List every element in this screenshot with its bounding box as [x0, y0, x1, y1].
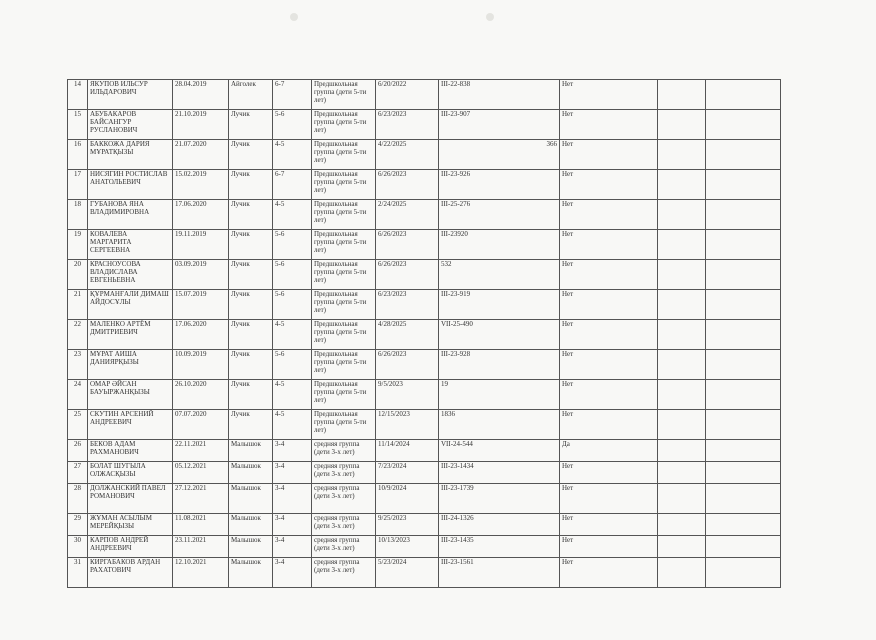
group-category: средняя группа (дети 3-х лет) [312, 440, 376, 462]
document-number: 1836 [439, 410, 560, 440]
child-name: БАККОЖА ДАРИЯ МҰРАТҚЫЗЫ [88, 140, 173, 170]
empty-cell [658, 380, 706, 410]
table-row [68, 140, 781, 170]
child-name: ҚҰРМАНҒАЛИ ДИМАШ АЙДОСҰЛЫ [88, 290, 173, 320]
table-row [68, 200, 781, 230]
status-value: Нет [560, 350, 658, 380]
child-name: КОВАЛЕВА МАРГАРИТА СЕРГЕЕВНА [88, 230, 173, 260]
row-number: 21 [68, 290, 88, 320]
document-number: III-25-276 [439, 200, 560, 230]
empty-cell [706, 110, 781, 140]
table-row [68, 80, 781, 110]
age-range: 4-5 [273, 200, 312, 230]
empty-cell [658, 110, 706, 140]
group-name: Лучик [229, 290, 273, 320]
status-value: Нет [560, 484, 658, 514]
enrollment-date: 6/23/2023 [376, 290, 439, 320]
empty-cell [706, 350, 781, 380]
status-value: Нет [560, 290, 658, 320]
row-number: 26 [68, 440, 88, 462]
enrollment-date: 2/24/2025 [376, 200, 439, 230]
birth-date: 28.04.2019 [173, 80, 229, 110]
group-name: Малышок [229, 558, 273, 588]
group-category: Предшкольная группа (дети 5-ти лет) [312, 200, 376, 230]
birth-date: 23.11.2021 [173, 536, 229, 558]
child-name: СКУТИН АРСЕНИЙ АНДРЕЕВИЧ [88, 410, 173, 440]
child-name: ЯКУПОВ ИЛЬСУР ИЛЬДАРОВИЧ [88, 80, 173, 110]
row-number: 17 [68, 170, 88, 200]
document-number: III-23-1739 [439, 484, 560, 514]
child-name: ГУБАНОВА ЯНА ВЛАДИМИРОВНА [88, 200, 173, 230]
row-number: 27 [68, 462, 88, 484]
group-category: Предшкольная группа (дети 5-ти лет) [312, 380, 376, 410]
group-name: Лучик [229, 110, 273, 140]
empty-cell [658, 484, 706, 514]
table-row [68, 558, 781, 588]
empty-cell [706, 230, 781, 260]
age-range: 4-5 [273, 410, 312, 440]
birth-date: 10.09.2019 [173, 350, 229, 380]
group-name: Малышок [229, 462, 273, 484]
child-name: МАЛЕНКО АРТЁМ ДМИТРИЕВИЧ [88, 320, 173, 350]
enrollment-date: 6/26/2023 [376, 230, 439, 260]
status-value: Нет [560, 80, 658, 110]
group-category: Предшкольная группа (дети 5-ти лет) [312, 110, 376, 140]
age-range: 5-6 [273, 290, 312, 320]
enrollment-date: 10/13/2023 [376, 536, 439, 558]
enrollment-date: 9/5/2023 [376, 380, 439, 410]
birth-date: 26.10.2020 [173, 380, 229, 410]
row-number: 18 [68, 200, 88, 230]
children-table [67, 79, 781, 588]
table-row [68, 350, 781, 380]
group-name: Айголек [229, 80, 273, 110]
empty-cell [706, 536, 781, 558]
age-range: 4-5 [273, 320, 312, 350]
empty-cell [658, 440, 706, 462]
empty-cell [706, 320, 781, 350]
age-range: 3-4 [273, 440, 312, 462]
table-row [68, 230, 781, 260]
enrollment-date: 7/23/2024 [376, 462, 439, 484]
group-category: Предшкольная группа (дети 5-ти лет) [312, 320, 376, 350]
birth-date: 12.10.2021 [173, 558, 229, 588]
empty-cell [658, 462, 706, 484]
row-number: 15 [68, 110, 88, 140]
row-number: 22 [68, 320, 88, 350]
group-name: Лучик [229, 410, 273, 440]
age-range: 4-5 [273, 380, 312, 410]
table-row [68, 514, 781, 536]
table-row [68, 320, 781, 350]
empty-cell [706, 170, 781, 200]
row-number: 31 [68, 558, 88, 588]
status-value: Нет [560, 230, 658, 260]
birth-date: 05.12.2021 [173, 462, 229, 484]
row-number: 14 [68, 80, 88, 110]
empty-cell [706, 290, 781, 320]
table-row [68, 260, 781, 290]
group-name: Малышок [229, 536, 273, 558]
child-name: ДОЛЖАНСКИЙ ПАВЕЛ РОМАНОВИЧ [88, 484, 173, 514]
table-row [68, 462, 781, 484]
status-value: Нет [560, 536, 658, 558]
child-name: ЖҰМАН АСЫЛЫМ МЕРЕЙҚЫЗЫ [88, 514, 173, 536]
group-category: Предшкольная группа (дети 5-ти лет) [312, 80, 376, 110]
birth-date: 11.08.2021 [173, 514, 229, 536]
age-range: 3-4 [273, 484, 312, 514]
punch-hole [486, 13, 494, 21]
table-row [68, 110, 781, 140]
child-name: КИРГАБАКОВ АРДАН РАХАТОВИЧ [88, 558, 173, 588]
document-number: III-22-838 [439, 80, 560, 110]
table-row [68, 440, 781, 462]
empty-cell [706, 440, 781, 462]
birth-date: 03.09.2019 [173, 260, 229, 290]
age-range: 5-6 [273, 110, 312, 140]
status-value: Нет [560, 110, 658, 140]
age-range: 3-4 [273, 536, 312, 558]
age-range: 5-6 [273, 350, 312, 380]
status-value: Нет [560, 140, 658, 170]
age-range: 3-4 [273, 462, 312, 484]
status-value: Нет [560, 380, 658, 410]
enrollment-date: 4/28/2025 [376, 320, 439, 350]
enrollment-date: 9/25/2023 [376, 514, 439, 536]
document-number: III-23-1434 [439, 462, 560, 484]
group-name: Лучик [229, 350, 273, 380]
row-number: 20 [68, 260, 88, 290]
enrollment-date: 6/26/2023 [376, 170, 439, 200]
empty-cell [706, 484, 781, 514]
group-category: Предшкольная группа (дети 5-ти лет) [312, 230, 376, 260]
empty-cell [706, 260, 781, 290]
document-number: III-23-907 [439, 110, 560, 140]
child-name: БОЛАТ ШУГЫЛА ОЛЖАСҚЫЗЫ [88, 462, 173, 484]
document-number: VII-24-544 [439, 440, 560, 462]
status-value: Да [560, 440, 658, 462]
status-value: Нет [560, 320, 658, 350]
status-value: Нет [560, 410, 658, 440]
group-name: Малышок [229, 440, 273, 462]
child-name: ОМАР ӘЙСАН БАУЫРЖАНҚЫЗЫ [88, 380, 173, 410]
status-value: Нет [560, 200, 658, 230]
document-number: 532 [439, 260, 560, 290]
group-category: Предшкольная группа (дети 5-ти лет) [312, 290, 376, 320]
group-name: Лучик [229, 200, 273, 230]
enrollment-date: 5/23/2024 [376, 558, 439, 588]
document-number: III-23-926 [439, 170, 560, 200]
punch-hole [290, 13, 298, 21]
empty-cell [658, 230, 706, 260]
birth-date: 17.06.2020 [173, 200, 229, 230]
age-range: 6-7 [273, 170, 312, 200]
group-category: Предшкольная группа (дети 5-ти лет) [312, 260, 376, 290]
empty-cell [706, 200, 781, 230]
empty-cell [658, 558, 706, 588]
child-name: НИСЯГИН РОСТИСЛАВ АНАТОЛЬЕВИЧ [88, 170, 173, 200]
table-row [68, 170, 781, 200]
empty-cell [658, 514, 706, 536]
age-range: 5-6 [273, 230, 312, 260]
empty-cell [706, 514, 781, 536]
group-name: Лучик [229, 380, 273, 410]
group-name: Лучик [229, 260, 273, 290]
document-number: III-23-919 [439, 290, 560, 320]
group-category: Предшкольная группа (дети 5-ти лет) [312, 410, 376, 440]
empty-cell [658, 290, 706, 320]
status-value: Нет [560, 462, 658, 484]
empty-cell [658, 140, 706, 170]
row-number: 19 [68, 230, 88, 260]
status-value: Нет [560, 558, 658, 588]
age-range: 3-4 [273, 514, 312, 536]
enrollment-date: 6/26/2023 [376, 350, 439, 380]
table-row [68, 410, 781, 440]
enrollment-date: 11/14/2024 [376, 440, 439, 462]
child-name: КАРПОВ АНДРЕЙ АНДРЕЕВИЧ [88, 536, 173, 558]
row-number: 25 [68, 410, 88, 440]
empty-cell [706, 558, 781, 588]
enrollment-date: 12/15/2023 [376, 410, 439, 440]
group-name: Малышок [229, 514, 273, 536]
birth-date: 21.07.2020 [173, 140, 229, 170]
group-category: средняя группа (дети 3-х лет) [312, 514, 376, 536]
empty-cell [706, 410, 781, 440]
birth-date: 19.11.2019 [173, 230, 229, 260]
group-category: Предшкольная группа (дети 5-ти лет) [312, 170, 376, 200]
row-number: 29 [68, 514, 88, 536]
document-number: VII-25-490 [439, 320, 560, 350]
age-range: 5-6 [273, 260, 312, 290]
birth-date: 15.02.2019 [173, 170, 229, 200]
empty-cell [658, 536, 706, 558]
age-range: 4-5 [273, 140, 312, 170]
child-name: КРАСНОУСОВА ВЛАДИСЛАВА ЕВГЕНЬЕВНА [88, 260, 173, 290]
document-number: III-23-1561 [439, 558, 560, 588]
birth-date: 15.07.2019 [173, 290, 229, 320]
empty-cell [658, 350, 706, 380]
table-row [68, 290, 781, 320]
group-category: средняя группа (дети 3-х лет) [312, 484, 376, 514]
status-value: Нет [560, 260, 658, 290]
empty-cell [706, 80, 781, 110]
group-name: Лучик [229, 320, 273, 350]
status-value: Нет [560, 514, 658, 536]
row-number: 16 [68, 140, 88, 170]
empty-cell [658, 410, 706, 440]
group-name: Лучик [229, 140, 273, 170]
row-number: 30 [68, 536, 88, 558]
birth-date: 27.12.2021 [173, 484, 229, 514]
group-name: Лучик [229, 170, 273, 200]
group-category: средняя группа (дети 3-х лет) [312, 536, 376, 558]
age-range: 6-7 [273, 80, 312, 110]
table-body [68, 80, 781, 588]
empty-cell [658, 80, 706, 110]
birth-date: 07.07.2020 [173, 410, 229, 440]
group-category: средняя группа (дети 3-х лет) [312, 558, 376, 588]
child-name: МҰРАТ АИША ДАНИЯРҚЫЗЫ [88, 350, 173, 380]
enrollment-date: 6/26/2023 [376, 260, 439, 290]
status-value: Нет [560, 170, 658, 200]
table-row [68, 380, 781, 410]
table-row [68, 484, 781, 514]
document-number: III-23920 [439, 230, 560, 260]
child-name: АБУБАКАРОВ БАЙСАНГУР РУСЛАНОВИЧ [88, 110, 173, 140]
empty-cell [706, 380, 781, 410]
birth-date: 17.06.2020 [173, 320, 229, 350]
document-number: III-23-1435 [439, 536, 560, 558]
row-number: 28 [68, 484, 88, 514]
group-category: Предшкольная группа (дети 5-ти лет) [312, 350, 376, 380]
birth-date: 21.10.2019 [173, 110, 229, 140]
age-range: 3-4 [273, 558, 312, 588]
group-category: средняя группа (дети 3-х лет) [312, 462, 376, 484]
document-number: III-23-928 [439, 350, 560, 380]
row-number: 23 [68, 350, 88, 380]
document-number: 366 [439, 140, 560, 170]
empty-cell [658, 170, 706, 200]
group-category: Предшкольная группа (дети 5-ти лет) [312, 140, 376, 170]
empty-cell [658, 320, 706, 350]
child-name: БЕКОВ АДАМ РАХМАНОВИЧ [88, 440, 173, 462]
empty-cell [658, 260, 706, 290]
group-name: Лучик [229, 230, 273, 260]
birth-date: 22.11.2021 [173, 440, 229, 462]
empty-cell [706, 462, 781, 484]
enrollment-date: 6/20/2022 [376, 80, 439, 110]
document-number: III-24-1326 [439, 514, 560, 536]
enrollment-date: 6/23/2023 [376, 110, 439, 140]
empty-cell [706, 140, 781, 170]
row-number: 24 [68, 380, 88, 410]
table-row [68, 536, 781, 558]
empty-cell [658, 200, 706, 230]
enrollment-date: 10/9/2024 [376, 484, 439, 514]
group-name: Малышок [229, 484, 273, 514]
document-number: 19 [439, 380, 560, 410]
enrollment-date: 4/22/2025 [376, 140, 439, 170]
